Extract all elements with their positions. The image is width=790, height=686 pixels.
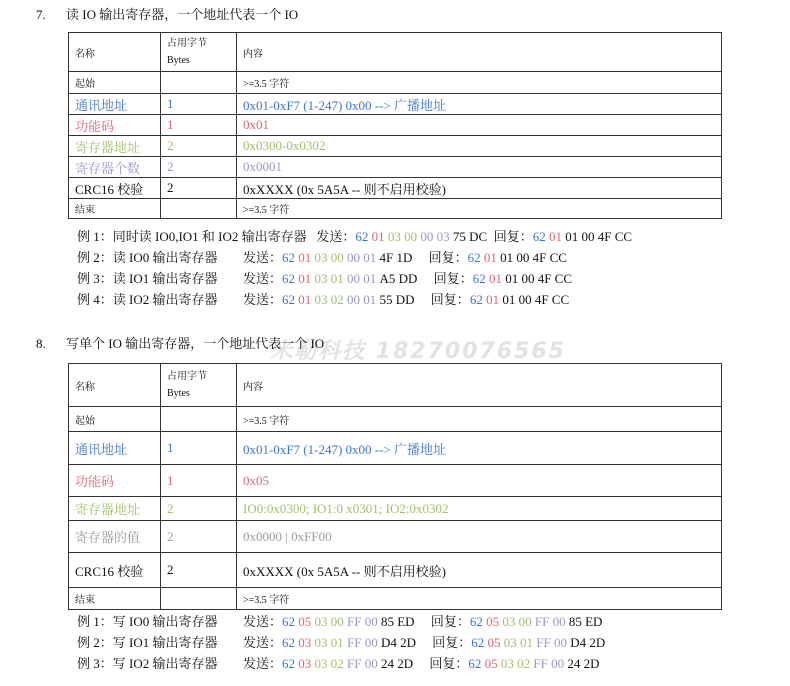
table-row bbox=[69, 115, 722, 136]
row-name: CRC16 校验 bbox=[69, 178, 161, 199]
header-bytes-line2: Bytes bbox=[167, 388, 190, 399]
send-byte: 62 bbox=[282, 292, 296, 307]
reply-byte: 05 bbox=[486, 614, 500, 629]
table-row bbox=[69, 521, 722, 553]
send-byte: 01 bbox=[298, 292, 312, 307]
row-name: 结束 bbox=[69, 199, 161, 219]
send-label: 发送： bbox=[243, 271, 283, 286]
row-name: 起始 bbox=[69, 407, 161, 432]
example-label: 例 1：写 IO0 输出寄存器 bbox=[77, 614, 218, 629]
reply-byte: 62 bbox=[469, 292, 483, 307]
row-bytes: 2 bbox=[161, 497, 237, 521]
table-header-row bbox=[69, 364, 722, 407]
send-byte: 01 bbox=[298, 271, 312, 286]
row-name: 寄存器地址 bbox=[69, 136, 161, 157]
reply-label: 回复： bbox=[433, 271, 473, 286]
header-bytes-line1: 占用字节 bbox=[167, 371, 207, 382]
reply-byte: 01 bbox=[486, 292, 500, 307]
row-name: CRC16 校验 bbox=[69, 553, 161, 588]
send-byte: 00 bbox=[347, 250, 361, 265]
send-byte: 00 bbox=[364, 635, 378, 650]
send-byte: A5 DD bbox=[379, 271, 418, 286]
row-bytes bbox=[161, 407, 237, 432]
reply-label: 回复： bbox=[429, 656, 469, 671]
row-content: 0x05 bbox=[237, 465, 722, 497]
send-byte: 03 bbox=[314, 614, 328, 629]
row-content: >=3.5 字符 bbox=[237, 72, 722, 94]
section-7-number: 7. bbox=[36, 7, 46, 22]
reply-byte: 00 bbox=[518, 614, 532, 629]
reply-label: 回复： bbox=[493, 229, 533, 244]
example-label: 例 3：读 IO1 输出寄存器 bbox=[77, 271, 218, 286]
example-label: 例 3：写 IO2 输出寄存器 bbox=[77, 656, 218, 671]
reply-byte: 01 00 4F CC bbox=[505, 271, 573, 286]
row-content: 0xXXXX (0x 5A5A -- 则不启用校验) bbox=[237, 553, 722, 588]
table-row bbox=[69, 553, 722, 588]
send-label: 发送： bbox=[316, 229, 356, 244]
send-label: 发送： bbox=[243, 614, 283, 629]
example-label: 例 1：同时读 IO0,IO1 和 IO2 输出寄存器 bbox=[77, 229, 307, 244]
reply-byte: 00 bbox=[551, 656, 565, 671]
reply-byte: 02 bbox=[517, 656, 531, 671]
header-content: 内容 bbox=[237, 33, 722, 72]
send-byte: 00 bbox=[330, 614, 344, 629]
send-byte: 62 bbox=[282, 614, 296, 629]
reply-byte: 03 bbox=[503, 635, 517, 650]
row-bytes: 2 bbox=[161, 157, 237, 178]
example-line bbox=[77, 228, 632, 246]
send-byte: 00 bbox=[364, 614, 378, 629]
reply-byte: 62 bbox=[467, 250, 481, 265]
reply-byte: 01 bbox=[488, 271, 502, 286]
table-row bbox=[69, 136, 722, 157]
send-byte: 4F 1D bbox=[379, 250, 413, 265]
row-content: 0x01-0xF7 (1-247) 0x00 --> 广播地址 bbox=[237, 432, 722, 465]
reply-byte: 62 bbox=[471, 635, 485, 650]
send-byte: 01 bbox=[363, 292, 377, 307]
row-bytes: 1 bbox=[161, 115, 237, 136]
row-bytes bbox=[161, 588, 237, 610]
header-bytes bbox=[161, 33, 237, 72]
reply-byte: 24 2D bbox=[567, 656, 600, 671]
reply-label: 回复： bbox=[432, 635, 472, 650]
header-bytes-line2: Bytes bbox=[167, 55, 190, 66]
row-bytes: 1 bbox=[161, 94, 237, 115]
send-byte: FF bbox=[347, 635, 362, 650]
send-byte: 85 ED bbox=[380, 614, 415, 629]
row-name: 通讯地址 bbox=[69, 432, 161, 465]
send-byte: 01 bbox=[330, 271, 344, 286]
header-name: 名称 bbox=[69, 33, 161, 72]
row-name: 结束 bbox=[69, 588, 161, 610]
row-content: 0x01 bbox=[237, 115, 722, 136]
row-name: 寄存器的值 bbox=[69, 521, 161, 553]
table-row bbox=[69, 178, 722, 199]
reply-byte: 05 bbox=[487, 635, 501, 650]
reply-label: 回复： bbox=[430, 614, 470, 629]
row-name: 功能码 bbox=[69, 465, 161, 497]
example-line bbox=[77, 249, 567, 267]
reply-byte: 85 ED bbox=[568, 614, 603, 629]
send-byte: 03 bbox=[298, 656, 312, 671]
send-byte: 05 bbox=[298, 614, 312, 629]
send-byte: 01 bbox=[363, 271, 377, 286]
send-label: 发送： bbox=[243, 635, 283, 650]
example-label: 例 4：读 IO2 输出寄存器 bbox=[77, 292, 218, 307]
send-byte: 62 bbox=[282, 656, 296, 671]
reply-byte: 01 bbox=[549, 229, 562, 244]
send-byte: 01 bbox=[363, 250, 377, 265]
row-bytes bbox=[161, 199, 237, 219]
send-byte: 01 bbox=[330, 635, 344, 650]
row-name: 寄存器个数 bbox=[69, 157, 161, 178]
section-7-title-text: 读 IO 输出寄存器，一个地址代表一个 IO bbox=[66, 7, 299, 22]
send-byte: 62 bbox=[282, 635, 296, 650]
send-byte: 01 bbox=[371, 229, 385, 244]
reply-byte: 00 bbox=[552, 614, 566, 629]
reply-byte: 62 bbox=[469, 614, 483, 629]
reply-byte: FF bbox=[536, 635, 551, 650]
row-bytes: 2 bbox=[161, 553, 237, 588]
row-content: 0x0000 | 0xFF00 bbox=[237, 521, 722, 553]
reply-label: 回复： bbox=[430, 292, 470, 307]
send-label: 发送： bbox=[243, 250, 283, 265]
send-label: 发送： bbox=[243, 656, 283, 671]
reply-byte: 00 bbox=[554, 635, 567, 650]
table-row bbox=[69, 465, 722, 497]
section-8-title bbox=[36, 333, 324, 352]
section-8-number: 8. bbox=[36, 336, 46, 351]
send-byte: 00 bbox=[404, 229, 418, 244]
reply-label: 回复： bbox=[428, 250, 468, 265]
send-byte: 00 bbox=[420, 229, 434, 244]
send-byte: FF bbox=[347, 656, 362, 671]
reply-byte: 62 bbox=[468, 656, 482, 671]
row-content: 0xXXXX (0x 5A5A -- 则不启用校验) bbox=[237, 178, 722, 199]
table-row bbox=[69, 588, 722, 610]
section-7-title bbox=[36, 4, 298, 23]
row-name: 寄存器地址 bbox=[69, 497, 161, 521]
example-label: 例 2：写 IO1 输出寄存器 bbox=[77, 635, 218, 650]
send-byte: 75 DC bbox=[452, 229, 488, 244]
table-row bbox=[69, 432, 722, 465]
reply-byte: 03 bbox=[500, 656, 514, 671]
reply-byte: 62 bbox=[472, 271, 486, 286]
reply-byte: 01 00 4F CC bbox=[565, 229, 633, 244]
example-line bbox=[77, 291, 569, 309]
row-content: >=3.5 字符 bbox=[237, 588, 722, 610]
send-byte: 03 bbox=[436, 229, 450, 244]
example-line bbox=[77, 270, 572, 288]
send-byte: 62 bbox=[282, 250, 296, 265]
reply-byte: 01 bbox=[483, 250, 497, 265]
reply-byte: FF bbox=[534, 614, 550, 629]
reply-byte: 03 bbox=[502, 614, 516, 629]
reply-byte: 62 bbox=[532, 229, 546, 244]
send-byte: 02 bbox=[330, 292, 344, 307]
row-content: 0x0001 bbox=[237, 157, 722, 178]
send-byte: 03 bbox=[314, 271, 328, 286]
row-name: 功能码 bbox=[69, 115, 161, 136]
table-row bbox=[69, 497, 722, 521]
header-content: 内容 bbox=[237, 364, 722, 407]
table-row bbox=[69, 199, 722, 219]
send-byte: 03 bbox=[314, 656, 328, 671]
reply-byte: FF bbox=[533, 656, 548, 671]
send-byte: 00 bbox=[364, 656, 378, 671]
row-content: >=3.5 字符 bbox=[237, 199, 722, 219]
reply-byte: 01 00 4F CC bbox=[502, 292, 570, 307]
send-byte: 00 bbox=[347, 292, 361, 307]
send-byte: 24 2D bbox=[380, 656, 414, 671]
send-byte: 03 bbox=[314, 250, 328, 265]
send-byte: FF bbox=[347, 614, 362, 629]
example-line bbox=[77, 655, 600, 673]
send-byte: 55 DD bbox=[379, 292, 415, 307]
send-byte: 62 bbox=[282, 271, 296, 286]
table-header-row bbox=[69, 33, 722, 72]
row-bytes: 1 bbox=[161, 465, 237, 497]
section-8-title-text: 写单个 IO 输出寄存器，一个地址代表一个 IO bbox=[66, 336, 325, 351]
row-name: 起始 bbox=[69, 72, 161, 94]
send-byte: 03 bbox=[314, 292, 328, 307]
send-byte: 62 bbox=[355, 229, 369, 244]
send-byte: 03 bbox=[298, 635, 312, 650]
reply-byte: D4 2D bbox=[570, 635, 606, 650]
example-line bbox=[77, 634, 605, 652]
example-line bbox=[77, 613, 602, 631]
row-content: >=3.5 字符 bbox=[237, 407, 722, 432]
table-row bbox=[69, 72, 722, 94]
watermark: 米勒科技 18270076565 bbox=[270, 339, 567, 364]
send-byte: 00 bbox=[330, 250, 344, 265]
send-byte: 01 bbox=[298, 250, 312, 265]
row-name: 通讯地址 bbox=[69, 94, 161, 115]
send-byte: 03 bbox=[314, 635, 328, 650]
row-bytes: 2 bbox=[161, 178, 237, 199]
table-row bbox=[69, 157, 722, 178]
row-content: 0x01-0xF7 (1-247) 0x00 --> 广播地址 bbox=[237, 94, 722, 115]
header-bytes bbox=[161, 364, 237, 407]
row-bytes: 1 bbox=[161, 432, 237, 465]
example-label: 例 2：读 IO0 输出寄存器 bbox=[77, 250, 218, 265]
reply-byte: 05 bbox=[484, 656, 498, 671]
row-content: 0x0300-0x0302 bbox=[237, 136, 722, 157]
section-8-table bbox=[68, 363, 722, 610]
send-byte: 02 bbox=[330, 656, 344, 671]
table-row bbox=[69, 94, 722, 115]
table-row bbox=[69, 407, 722, 432]
header-name: 名称 bbox=[69, 364, 161, 407]
send-byte: D4 2D bbox=[380, 635, 417, 650]
reply-byte: 01 bbox=[520, 635, 534, 650]
send-byte: 03 bbox=[387, 229, 401, 244]
row-content: IO0:0x0300; IO1:0 x0301; IO2:0x0302 bbox=[237, 497, 722, 521]
reply-byte: 01 00 4F CC bbox=[500, 250, 567, 265]
send-label: 发送： bbox=[243, 292, 283, 307]
send-byte: 00 bbox=[347, 271, 361, 286]
section-7-table bbox=[68, 32, 722, 219]
row-bytes bbox=[161, 72, 237, 94]
row-bytes: 2 bbox=[161, 136, 237, 157]
header-bytes-line1: 占用字节 bbox=[167, 38, 207, 49]
row-bytes: 2 bbox=[161, 521, 237, 553]
